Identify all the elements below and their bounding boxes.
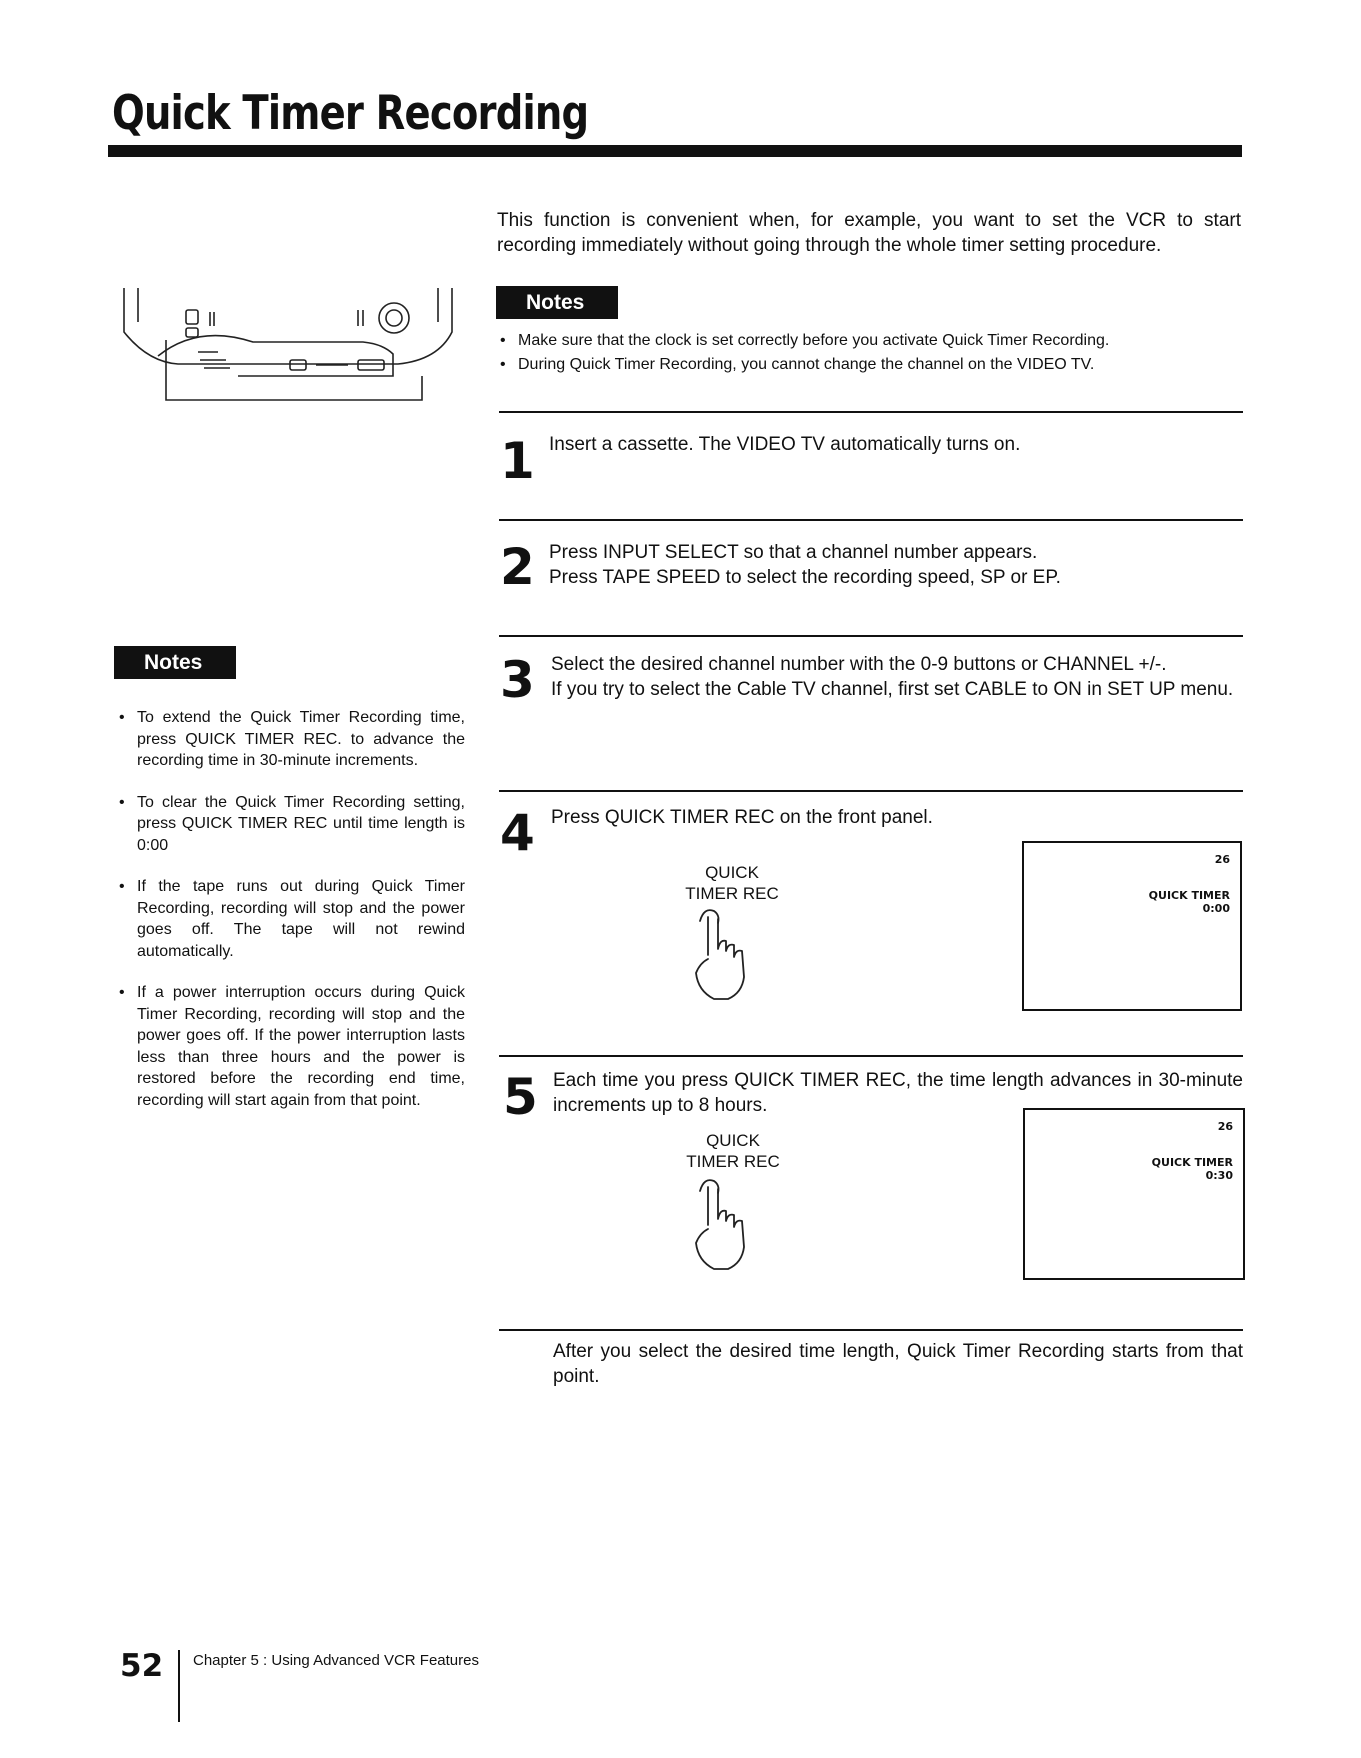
note-item: • To clear the Quick Timer Recording setting, press QUICK TIMER REC until time length is 0:00 bbox=[119, 792, 465, 857]
step-number: 5 bbox=[503, 1068, 538, 1126]
button-label: QUICK TIMER REC bbox=[686, 1131, 780, 1171]
step-number: 2 bbox=[500, 538, 535, 596]
channel-number: 26 bbox=[1217, 1120, 1233, 1133]
quick-timer-readout: QUICK TIMER 0:00 bbox=[1148, 889, 1230, 915]
step-line: Insert a cassette. The VIDEO TV automatically turns on. bbox=[549, 434, 1021, 455]
step-line: Press QUICK TIMER REC on the front panel. bbox=[551, 807, 933, 828]
step-text bbox=[551, 652, 1242, 702]
step-line: If you try to select the Cable TV channel, first set CABLE to ON in SET UP menu. bbox=[551, 679, 1234, 700]
page-number: 52 bbox=[120, 1648, 164, 1684]
notes-badge: Notes bbox=[496, 286, 618, 319]
step-text bbox=[549, 540, 1239, 590]
closing-paragraph: After you select the desired time length, Quick Timer Recording starts from that point. bbox=[553, 1341, 1243, 1387]
finger-press-icon bbox=[690, 1175, 760, 1275]
notes-badge: Notes bbox=[114, 646, 236, 679]
note-item: • If the tape runs out during Quick Timer Recording, recording will stop and the power goes off. The tape will not rewind automatically. bbox=[119, 876, 465, 962]
footer-divider bbox=[178, 1650, 180, 1722]
notes-list bbox=[500, 329, 1250, 377]
note-item: • If a power interruption occurs during Quick Timer Recording, recording will stop and the power goes off. If the power interruption lasts less than three hours and the power is restored before the recording end time, recording will start again from that point. bbox=[119, 982, 465, 1111]
chapter-label: Chapter 5 : Using Advanced VCR Features bbox=[193, 1652, 479, 1669]
step-line: Press INPUT SELECT so that a channel number appears. bbox=[549, 542, 1038, 563]
step-line: Press TAPE SPEED to select the recording speed, SP or EP. bbox=[549, 567, 1061, 588]
tv-screen-display bbox=[1022, 841, 1242, 1011]
step-line: Select the desired channel number with the 0-9 buttons or CHANNEL +/-. bbox=[551, 654, 1167, 675]
note-item: • Make sure that the clock is set correctly before you activate Quick Timer Recording. bbox=[500, 329, 1250, 353]
button-label: QUICK TIMER REC bbox=[685, 863, 779, 903]
step-text bbox=[551, 805, 1241, 830]
note-item: • During Quick Timer Recording, you cannot change the channel on the VIDEO TV. bbox=[500, 353, 1250, 377]
note-item: • To extend the Quick Timer Recording time, press QUICK TIMER REC. to advance the recording time in 30-minute increments. bbox=[119, 707, 465, 772]
step-line: Each time you press QUICK TIMER REC, the time length advances in 30-minute increments up to 8 hours. bbox=[553, 1070, 1243, 1116]
tv-screen-display bbox=[1023, 1108, 1245, 1280]
section-divider bbox=[499, 1329, 1243, 1331]
notes-list bbox=[119, 707, 465, 1131]
channel-number: 26 bbox=[1214, 853, 1230, 866]
step-text bbox=[549, 432, 1239, 457]
step-divider bbox=[499, 519, 1243, 521]
step-divider bbox=[499, 790, 1243, 792]
finger-press-icon bbox=[690, 905, 760, 1005]
title-rule bbox=[108, 145, 1242, 157]
step-divider bbox=[499, 635, 1243, 637]
page-title: Quick Timer Recording bbox=[112, 86, 589, 141]
step-number: 3 bbox=[500, 651, 535, 709]
quick-timer-readout: QUICK TIMER 0:30 bbox=[1151, 1156, 1233, 1182]
step-divider bbox=[499, 1055, 1243, 1057]
vcr-front-panel-illustration bbox=[118, 282, 458, 406]
intro-paragraph: This function is convenient when, for example, you want to set the VCR to start recording immediately without going through the whole timer setting procedure. bbox=[497, 210, 1241, 256]
step-number: 4 bbox=[500, 804, 535, 862]
step-number: 1 bbox=[500, 432, 535, 490]
step-divider bbox=[499, 411, 1243, 413]
